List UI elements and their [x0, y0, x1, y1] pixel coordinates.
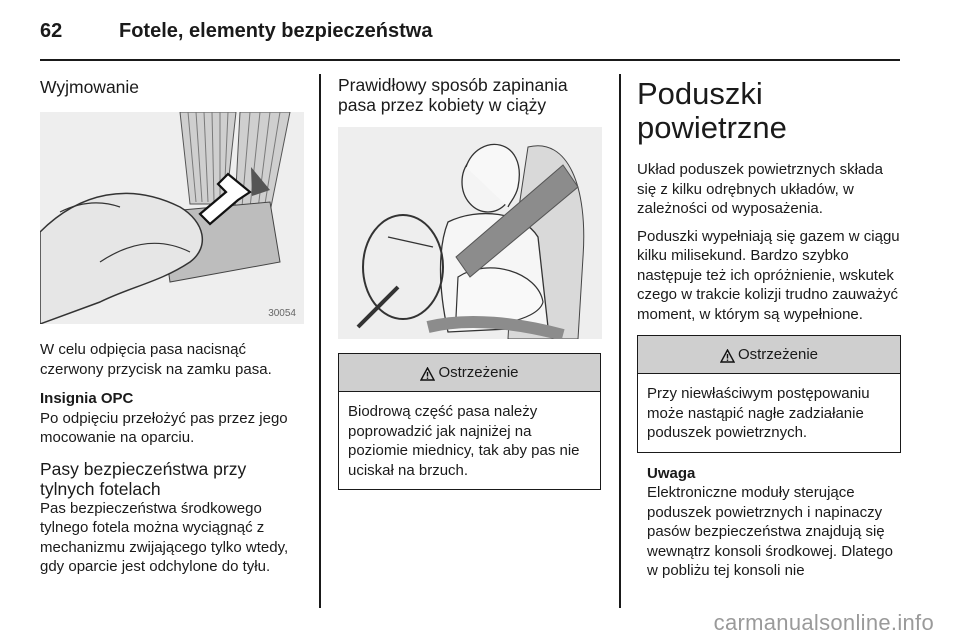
warning-text: Przy niewłaściwym postępowaniu może nastąpić nagłe zadziałanie poduszek powietrznych. — [647, 385, 870, 441]
pregnant-woman-illustration — [338, 127, 602, 339]
paragraph-airbag-system: Układ poduszek powietrznych składa się z kilku odrębnych układów, w zależności od wyposażenia. — [637, 161, 883, 217]
page-title: Fotele, elementy bezpieczeństwa — [119, 20, 433, 42]
page-number: 62 — [40, 20, 63, 42]
column-2 — [338, 74, 602, 490]
figure-number: 30054 — [268, 308, 296, 319]
paragraph-insignia-opc: Po odpięciu przełożyć pas przez jego mocowanie na oparciu. — [40, 409, 288, 446]
header-rule — [40, 59, 900, 61]
column-3 — [637, 74, 903, 581]
warning-box-pregnant — [338, 353, 601, 490]
paragraph-release-instruction: W celu odpięcia pasa nacisnąć czerwony przycisk na zamku pasa. — [40, 341, 272, 378]
note-block — [637, 464, 903, 581]
warning-triangle-icon — [720, 349, 735, 363]
warning-title: Ostrzeżenie — [438, 364, 519, 381]
paragraph-airbag-inflation: Poduszki wypełniają się gazem w ciągu kilku milisekund. Bardzo szybko następuje też ich opróżnienie, wskutek czego w trakcie kolizji trudno zauważyć moment, w którym są wypełnione. — [637, 227, 900, 323]
section-heading-removal: Wyjmowanie — [40, 77, 140, 97]
section-heading-pregnant: Prawidłowy sposób zapinania pasa przez kobiety w ciąży — [338, 75, 568, 115]
note-text: Elektroniczne moduły sterujące poduszek powietrznych i napinaczy pasów bezpieczeństwa znajdują się wewnątrz konsoli środkowej. Dlatego w pobliżu tej konsoli nie — [647, 484, 893, 579]
section-heading-airbags: Poduszki powietrzne — [637, 76, 787, 145]
warning-triangle-icon — [420, 367, 435, 381]
buckle-release-illustration — [40, 112, 304, 324]
paragraph-rear-seats: Pas bezpieczeństwa środkowego tylnego fotela można wyciągnąć z mechanizmu zwijającego tylko wtedy, gdy oparcie jest odchylone do tyłu. — [40, 499, 289, 575]
figure-buckle-release — [40, 112, 304, 324]
note-title: Uwaga — [647, 464, 696, 482]
warning-header — [638, 336, 900, 374]
warning-text: Biodrową część pasa należy poprowadzić jak najniżej na poziomie miednicy, tak aby pas nie uciskał na brzuch. — [348, 403, 580, 479]
figure-pregnant-woman-belt — [338, 127, 602, 339]
subheading-insignia-opc: Insignia OPC — [40, 390, 134, 407]
column-divider-2 — [619, 74, 621, 608]
warning-header — [339, 354, 600, 392]
column-divider-1 — [319, 74, 321, 608]
warning-title: Ostrzeżenie — [737, 346, 819, 363]
warning-box-airbags — [637, 335, 901, 453]
watermark: carmanualsonline.info — [713, 610, 934, 635]
section-heading-rear-seats: Pasy bezpieczeństwa przy tylnych fotelach — [40, 458, 247, 499]
column-1 — [40, 74, 304, 577]
